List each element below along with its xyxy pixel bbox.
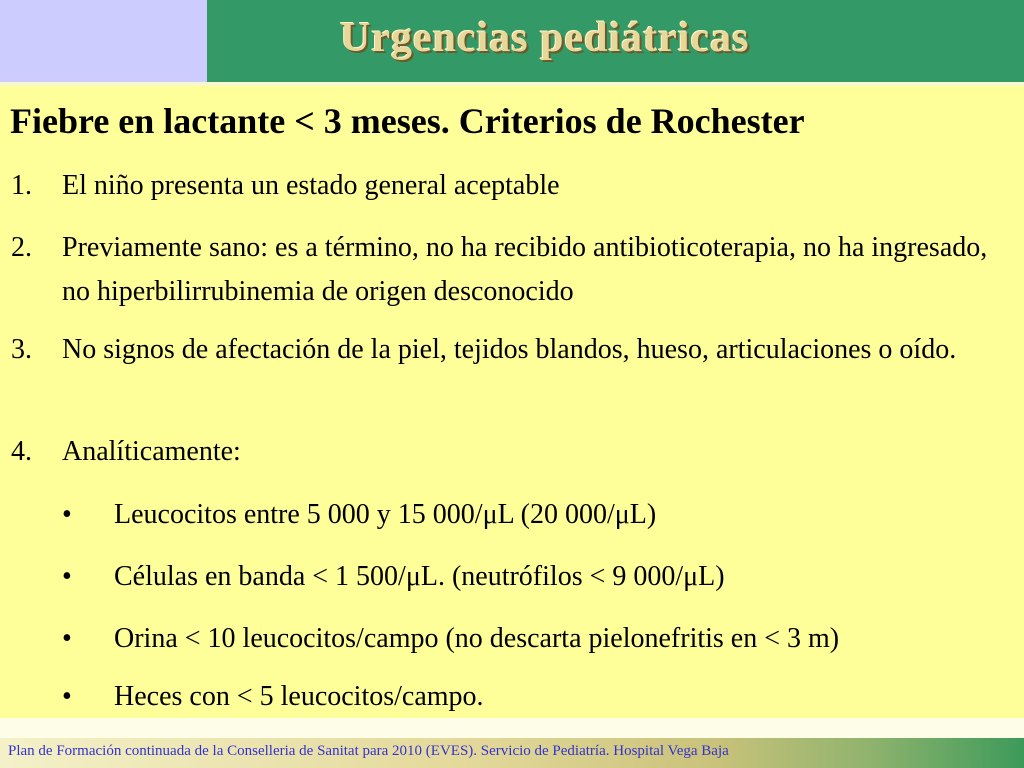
list-item-number: 4. <box>11 436 32 467</box>
slide-content <box>0 86 1024 718</box>
list-item-text: Analíticamente: <box>62 436 241 467</box>
bullet-icon: • <box>62 561 72 592</box>
list-item-number: 1. <box>11 170 32 201</box>
list-item-text: Previamente sano: es a término, no ha recibido antibioticoterapia, no ha ingresado, no hiperbilirrubinemia de origen desconocido <box>62 232 988 307</box>
list-item-number: 2. <box>11 232 32 263</box>
bullet-icon: • <box>62 499 72 530</box>
bullet-text: Orina < 10 leucocitos/campo (no descarta pielonefritis en < 3 m) <box>114 623 840 654</box>
list-item-text: No signos de afectación de la piel, tejidos blandos, hueso, articulaciones o oído. <box>62 334 957 365</box>
header-title: Urgencias pediátricas <box>340 15 750 61</box>
bullet-text: Heces con < 5 leucocitos/campo. <box>114 681 484 712</box>
list-item-text: El niño presenta un estado general aceptable <box>62 170 560 201</box>
header-left-block <box>0 0 207 82</box>
bullet-text: Leucocitos entre 5 000 y 15 000/μL (20 000/μL) <box>114 499 657 530</box>
slide-title: Fiebre en lactante < 3 meses. Criterios de Rochester <box>10 101 805 141</box>
footer-text: Plan de Formación continuada de la Conselleria de Sanitat para 2010 (EVES). Servicio de Pediatría. Hospital Vega Baja <box>8 743 729 759</box>
list-item-number: 3. <box>11 334 32 365</box>
bullet-icon: • <box>62 623 72 654</box>
bullet-icon: • <box>62 681 72 712</box>
bullet-text: Células en banda < 1 500/μL. (neutrófilos < 9 000/μL) <box>114 561 725 592</box>
